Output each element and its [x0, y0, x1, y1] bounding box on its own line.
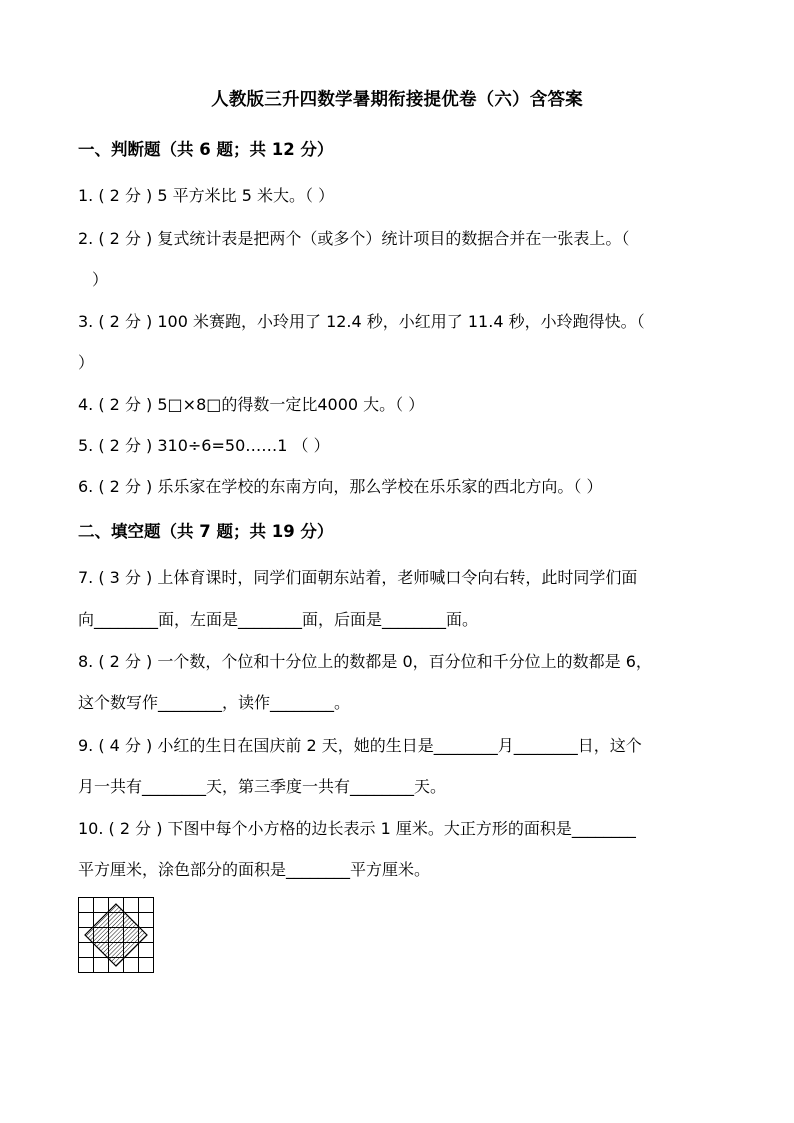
shaded-tilted-square	[85, 904, 147, 966]
question-8-line-2: 这个数写作________，读作________。	[78, 693, 351, 712]
grid-square-figure	[78, 897, 154, 973]
question-7-line-1: 7. ( 3 分 ) 上体育课时，同学们面朝东站着，老师喊口令向右转，此时同学们面	[78, 568, 638, 587]
question-5: 5. ( 2 分 ) 310÷6=50……1 （ ）	[78, 436, 330, 455]
question-3-line-2: ）	[78, 353, 95, 372]
section-heading-judgment: 一、判断题（共 6 题；共 12 分）	[78, 140, 334, 159]
question-8-line-1: 8. ( 2 分 ) 一个数，个位和十分位上的数都是 0，百分位和千分位上的数都是 6，	[78, 652, 652, 671]
question-9-line-1: 9. ( 4 分 ) 小红的生日在国庆前 2 天，她的生日是________月________日，这个	[78, 736, 642, 755]
question-9-line-2: 月一共有________天，第三季度一共有________天。	[78, 777, 447, 796]
question-2-line-1: 2. ( 2 分 ) 复式统计表是把两个（或多个）统计项目的数据合并在一张表上。（	[78, 229, 630, 248]
question-1: 1. ( 2 分 ) 5 平方米比 5 米大。（ ）	[78, 186, 335, 205]
question-4: 4. ( 2 分 ) 5□×8□的得数一定比4000 大。（ ）	[78, 395, 425, 414]
question-10-line-1: 10. ( 2 分 ) 下图中每个小方格的边长表示 1 厘米。大正方形的面积是________	[78, 819, 636, 838]
question-10-line-2: 平方厘米，涂色部分的面积是________平方厘米。	[78, 860, 431, 879]
section-heading-fill-blank: 二、填空题（共 7 题；共 19 分）	[78, 522, 334, 541]
question-2-line-2: ）	[92, 270, 109, 289]
question-6: 6. ( 2 分 ) 乐乐家在学校的东南方向，那么学校在乐乐家的西北方向。（ ）	[78, 477, 603, 496]
question-3-line-1: 3. ( 2 分 ) 100 米赛跑，小玲用了 12.4 秒，小红用了 11.4 秒，小玲跑得快。（	[78, 312, 645, 331]
question-7-line-2: 向________面，左面是________面，后面是________面。	[78, 610, 479, 629]
page-title: 人教版三升四数学暑期衔接提优卷（六）含答案	[211, 90, 583, 110]
